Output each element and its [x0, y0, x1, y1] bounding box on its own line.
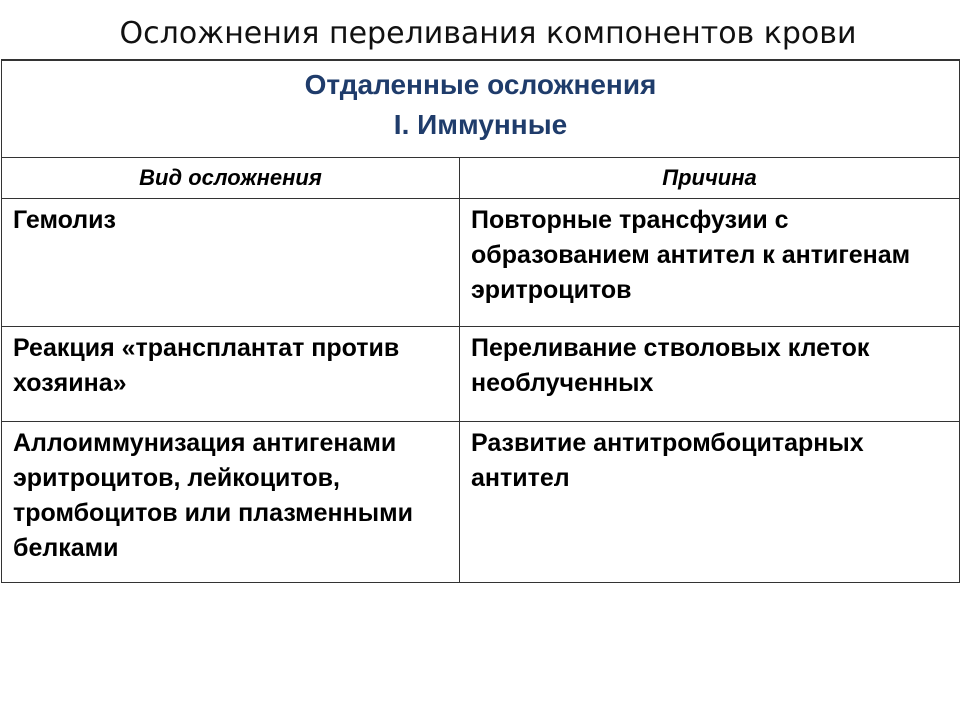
banner-heading: Отдаленные осложнения [304, 69, 657, 100]
banner-subheading: I. Иммунные [393, 109, 568, 140]
column-header-type: Вид осложнения [2, 158, 460, 199]
complication-cause-cell: Развитие антитромбоцитарных антител [460, 422, 960, 583]
table-banner [2, 60, 960, 158]
table-row [2, 199, 960, 327]
column-header-cause: Причина [460, 158, 960, 199]
complication-type-cell: Гемолиз [2, 199, 460, 327]
complications-table [1, 59, 960, 583]
complication-cause-cell: Повторные трансфузии с образованием антител к антигенам эритроцитов [460, 199, 960, 327]
header-row [2, 158, 960, 199]
complication-type-cell: Реакция «трансплантат против хозяина» [2, 327, 460, 422]
complication-type-cell: Аллоиммунизация антигенами эритроцитов, лейкоцитов, тромбоцитов или плазменными белками [2, 422, 460, 583]
table-row [2, 327, 960, 422]
table-row [2, 422, 960, 583]
banner-row [2, 60, 960, 158]
complication-cause-cell: Переливание стволовых клеток необлученных [460, 327, 960, 422]
slide-title: Осложнения переливания компонентов крови [119, 16, 857, 51]
